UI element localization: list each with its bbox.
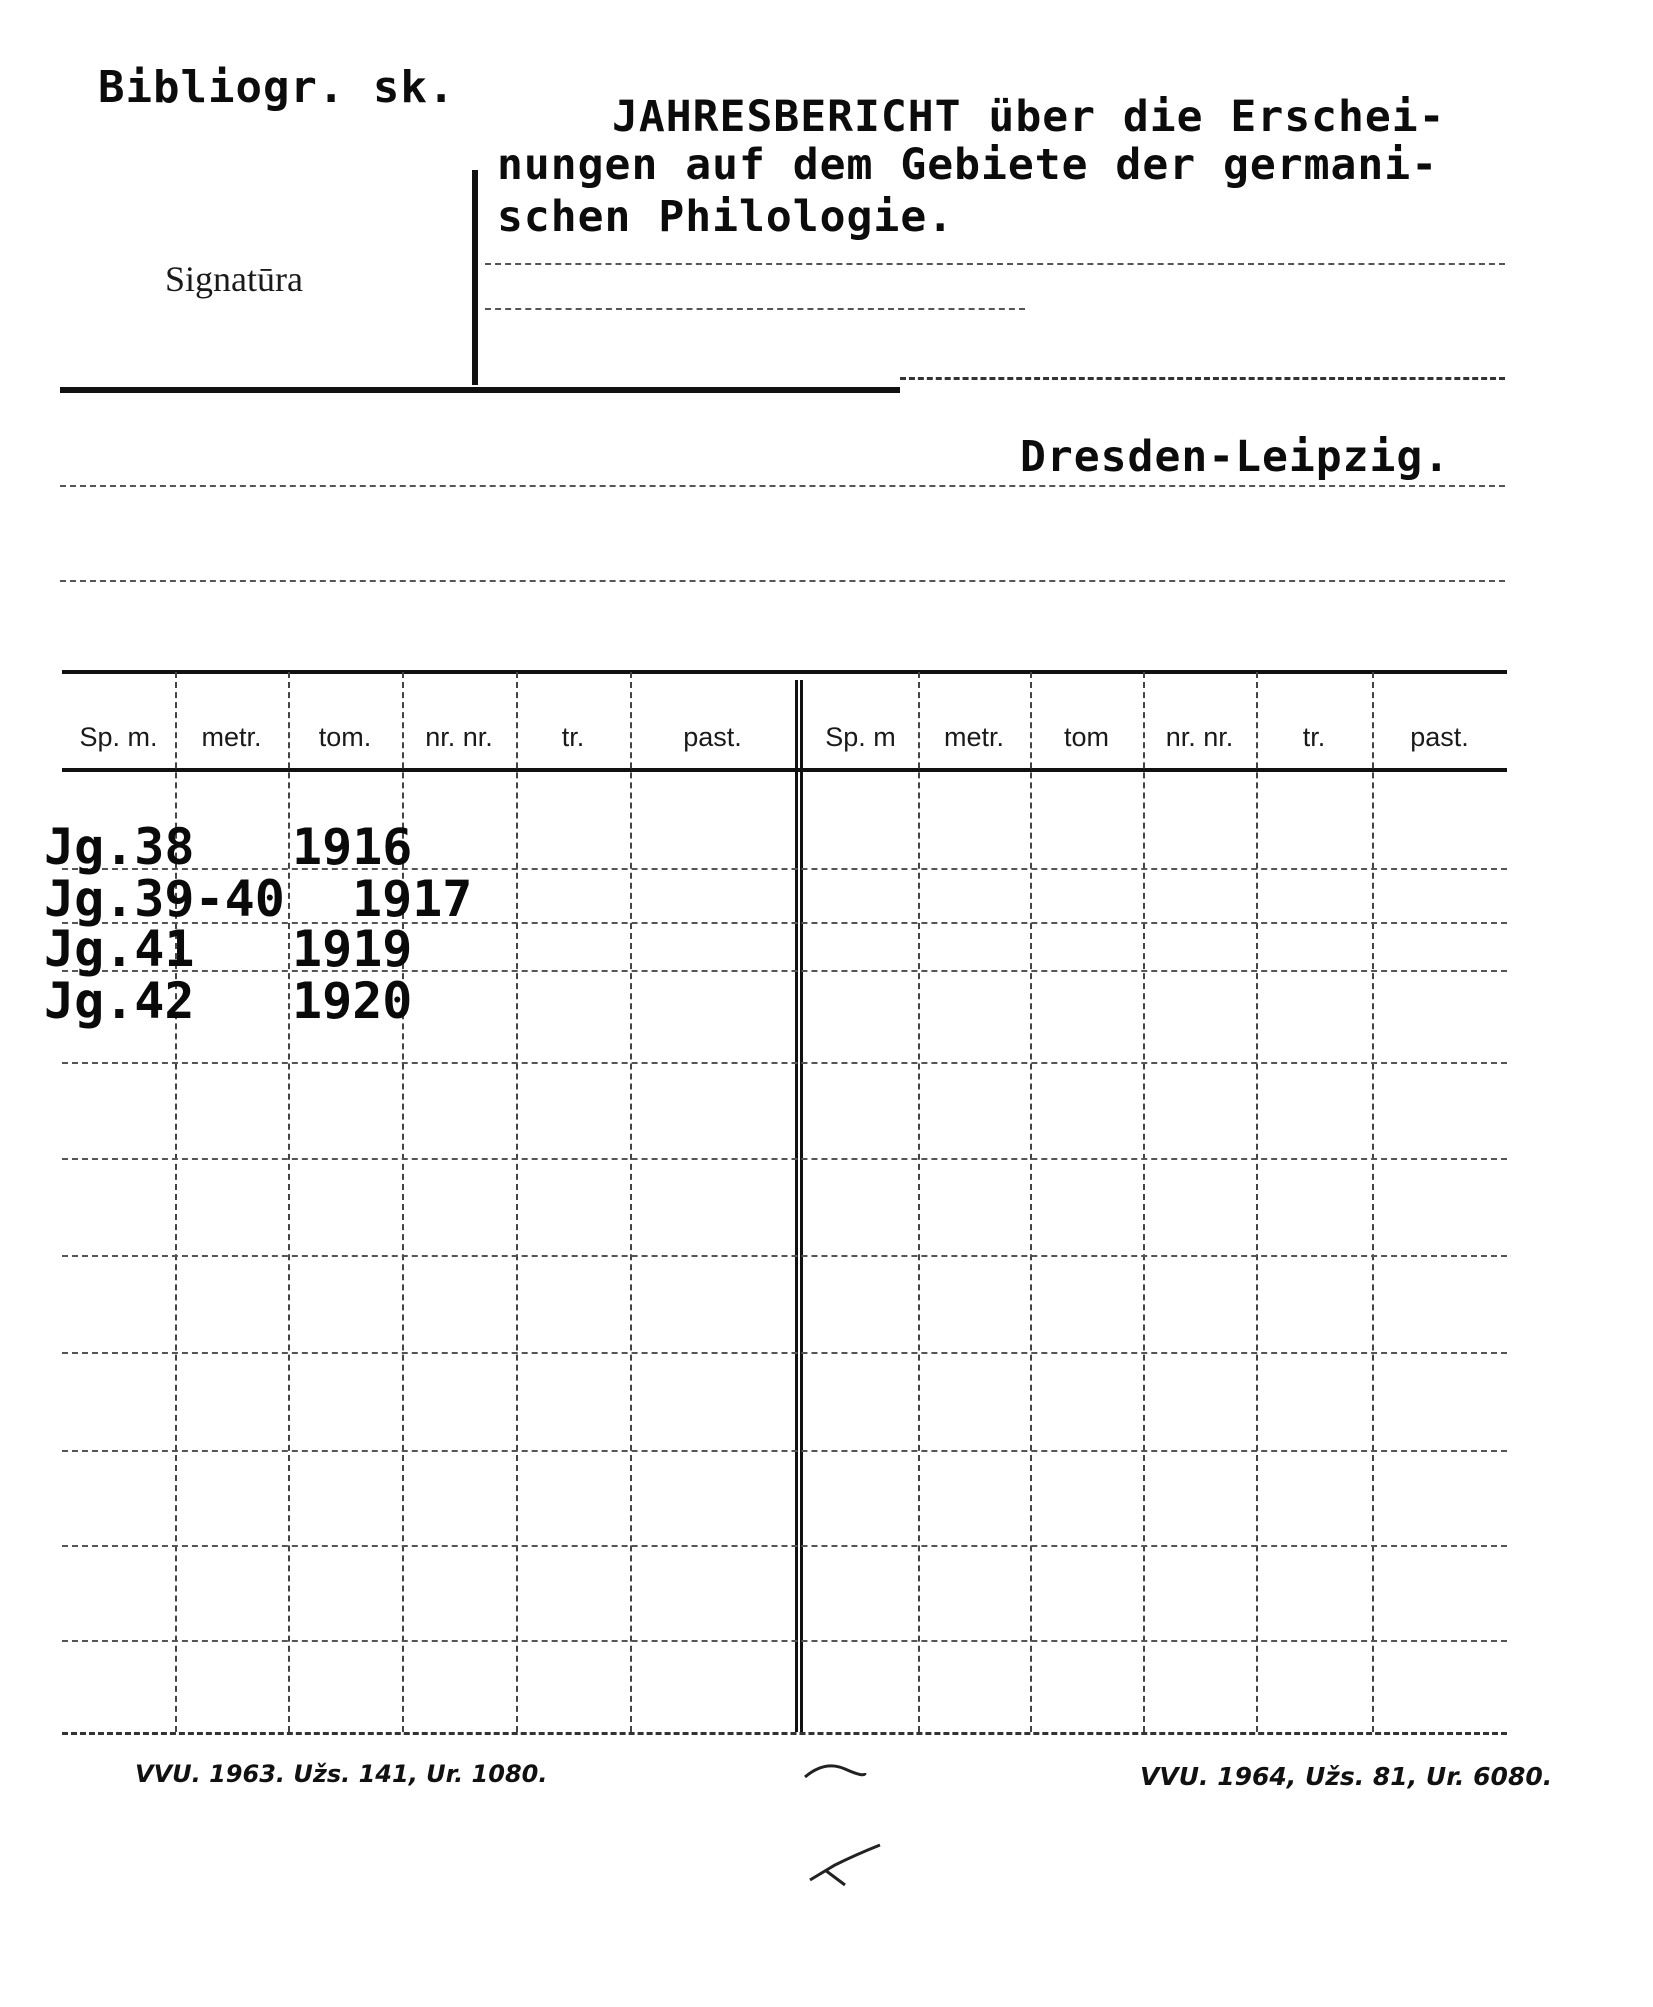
- col-line: [1030, 672, 1032, 1732]
- entry-volume: Jg.39-40: [44, 870, 285, 928]
- title-line-3: schen Philologie.: [497, 192, 955, 242]
- table-bottom-rule: [62, 1732, 1507, 1735]
- header-past-left: past.: [683, 722, 742, 752]
- header-tom-left: tom.: [318, 722, 372, 752]
- table-center-divider: [795, 680, 803, 1732]
- col-line: [516, 672, 518, 1732]
- bibliography-label: Bibliogr. sk.: [98, 62, 456, 113]
- row-line: [62, 1450, 1507, 1452]
- title-line-2: nungen auf dem Gebiete der germani-: [497, 140, 1439, 190]
- row-line: [62, 1352, 1507, 1354]
- col-line: [630, 672, 632, 1732]
- entry-year: 1916: [292, 818, 413, 876]
- header-bottom-rule-tail: [900, 377, 1505, 380]
- note-right: VVU. 1964, Užs. 81, Ur. 6080.: [1140, 1762, 1553, 1791]
- entry-volume: Jg.41: [44, 920, 195, 978]
- header-bottom-rule: [60, 387, 900, 393]
- header-past-right: past.: [1410, 722, 1469, 752]
- scribble-mark: [805, 1840, 885, 1890]
- signature-label: Signatūra: [165, 259, 303, 299]
- title-rule-2: [485, 308, 1025, 310]
- header-metr-right: metr.: [943, 722, 1004, 752]
- scribble-mark: [800, 1755, 870, 1785]
- row-line: [62, 970, 1507, 972]
- title-line-1: JAHRESBERICHT über die Erschei-: [612, 92, 1446, 142]
- header-tr-right: tr.: [1302, 722, 1326, 752]
- row-line: [62, 1255, 1507, 1257]
- header-divider: [472, 170, 478, 385]
- table-header-rule: [62, 768, 1507, 772]
- row-line: [62, 1640, 1507, 1642]
- header-nr-right: nr. nr.: [1165, 722, 1234, 752]
- header-tr-left: tr.: [561, 722, 585, 752]
- header-metr-left: metr.: [201, 722, 262, 752]
- blank-rule: [60, 580, 1505, 582]
- title-rule-1: [485, 263, 1505, 265]
- row-line: [62, 1158, 1507, 1160]
- col-line: [288, 672, 290, 1732]
- col-line: [1372, 672, 1374, 1732]
- header-sp-m-right: Sp. m: [825, 722, 896, 752]
- table-top-rule: [62, 670, 1507, 674]
- header-sp-m-left: Sp. m.: [79, 722, 158, 752]
- entry-year: 1919: [292, 920, 413, 978]
- row-line: [62, 1545, 1507, 1547]
- place-rule: [60, 485, 1505, 487]
- header-nr-left: nr. nr.: [425, 722, 493, 752]
- col-line: [1143, 672, 1145, 1732]
- entry-volume: Jg.38: [44, 818, 195, 876]
- place-of-publication: Dresden-Leipzig.: [1020, 432, 1451, 482]
- col-line: [918, 672, 920, 1732]
- row-line: [62, 1062, 1507, 1064]
- entry-year: 1920: [292, 972, 413, 1030]
- header-tom-right: tom: [1063, 722, 1109, 752]
- col-line: [1256, 672, 1258, 1732]
- entry-year: 1917: [352, 870, 473, 928]
- note-left: VVU. 1963. Užs. 141, Ur. 1080.: [135, 1760, 548, 1788]
- entry-volume: Jg.42: [44, 972, 195, 1030]
